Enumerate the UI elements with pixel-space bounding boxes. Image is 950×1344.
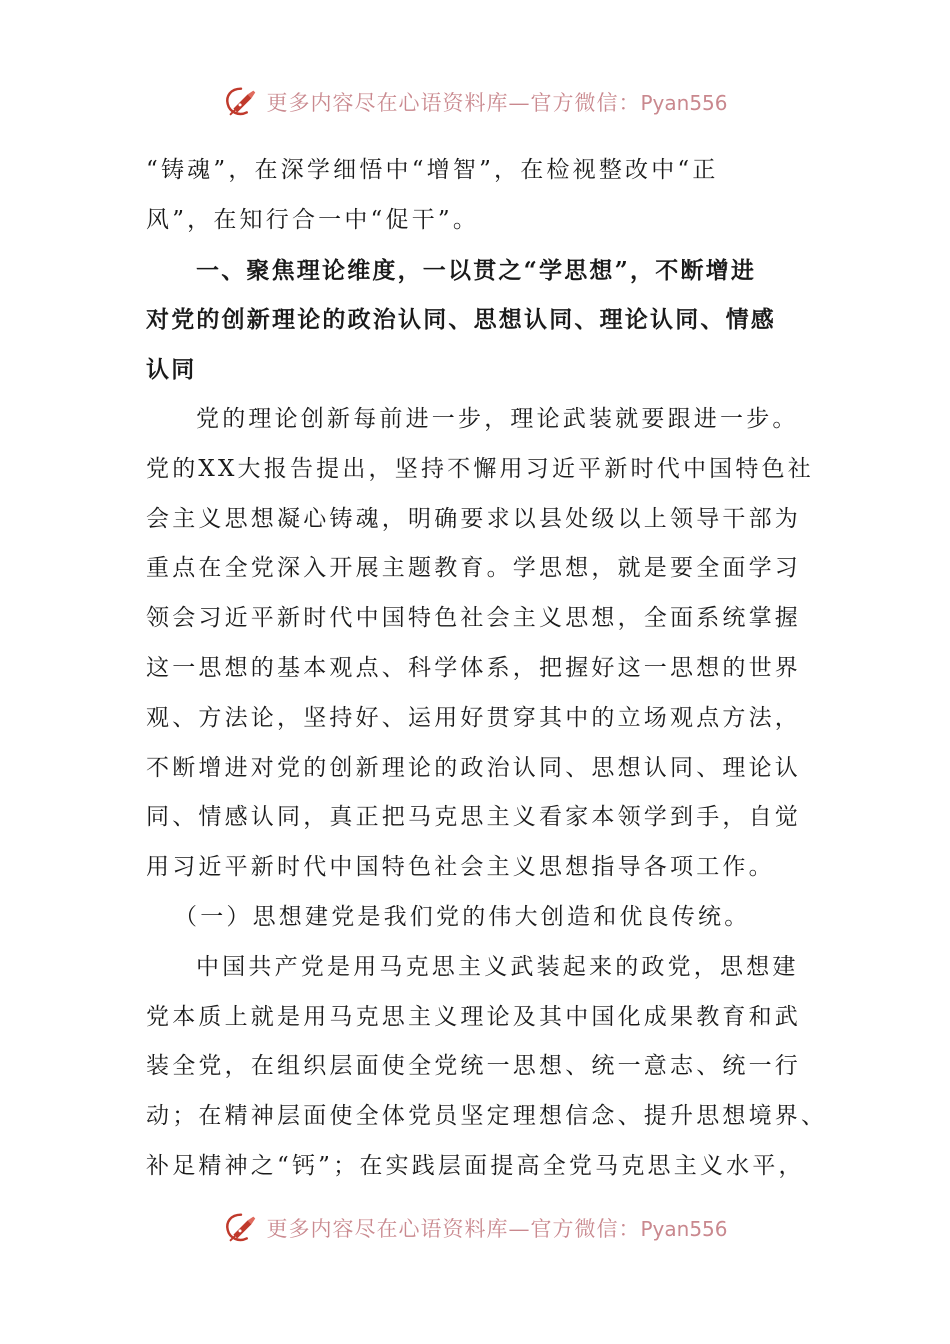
text-line: 会主义思想凝心铸魂，明确要求以县处级以上领导干部为	[146, 505, 801, 532]
footer-banner	[0, 1208, 950, 1248]
text-line: 观、方法论，坚持好、运用好贯穿其中的立场观点方法，	[146, 704, 801, 731]
section-heading-line: 一、聚焦理论维度，一以贯之“学思想”，不断增进	[196, 256, 757, 284]
text-line: 同、情感认同，真正把马克思主义看家本领学到手，自觉	[146, 804, 801, 831]
text-line: 动；在精神层面使全体党员坚定理想信念、提升思想境界、	[146, 1103, 828, 1130]
banner-text: 更多内容尽在心语资料库—官方微信：Pyan556	[266, 91, 728, 115]
text-line: 党的XX大报告提出，坚持不懈用习近平新时代中国特色社	[146, 455, 814, 482]
document-body	[146, 146, 828, 1192]
text-line: 党本质上就是用马克思主义理论及其中国化成果教育和武	[146, 1003, 801, 1030]
banner-text: 更多内容尽在心语资料库—官方微信：Pyan556	[266, 1217, 728, 1241]
section-heading-line: 认同	[146, 356, 197, 384]
text-line: 不断增进对党的创新理论的政治认同、思想认同、理论认	[146, 754, 801, 781]
pen-nib-swirl-logo-icon	[222, 83, 260, 121]
section-heading-line: 对党的创新理论的政治认同、思想认同、理论认同、情感	[146, 306, 776, 334]
text-line: 中国共产党是用马克思主义武装起来的政党，思想建	[196, 953, 799, 980]
wechat-id: Pyan556	[640, 91, 728, 115]
text-line: 装全党，在组织层面使全党统一思想、统一意志、统一行	[146, 1053, 801, 1080]
text-line: 用习近平新时代中国特色社会主义思想指导各项工作。	[146, 854, 775, 881]
text-line: 领会习近平新时代中国特色社会主义思想，全面系统掌握	[146, 605, 801, 632]
subsection-heading-line: （一）思想建党是我们党的伟大创造和优良传统。	[174, 903, 751, 930]
pen-nib-swirl-logo-icon	[222, 1209, 260, 1247]
header-banner	[0, 82, 950, 122]
text-line: 补足精神之“钙”；在实践层面提高全党马克思主义水平，	[146, 1152, 805, 1179]
text-line: “铸魂”，在深学细悟中“增智”，在检视整改中“正	[146, 157, 719, 183]
text-line: 风”，在知行合一中“促干”。	[146, 206, 480, 233]
text-line: 这一思想的基本观点、科学体系，把握好这一思想的世界	[146, 654, 801, 681]
text-line: 党的理论创新每前进一步，理论武装就要跟进一步。	[196, 405, 799, 432]
wechat-id: Pyan556	[640, 1217, 728, 1241]
text-line: 重点在全党深入开展主题教育。学思想，就是要全面学习	[146, 555, 801, 582]
